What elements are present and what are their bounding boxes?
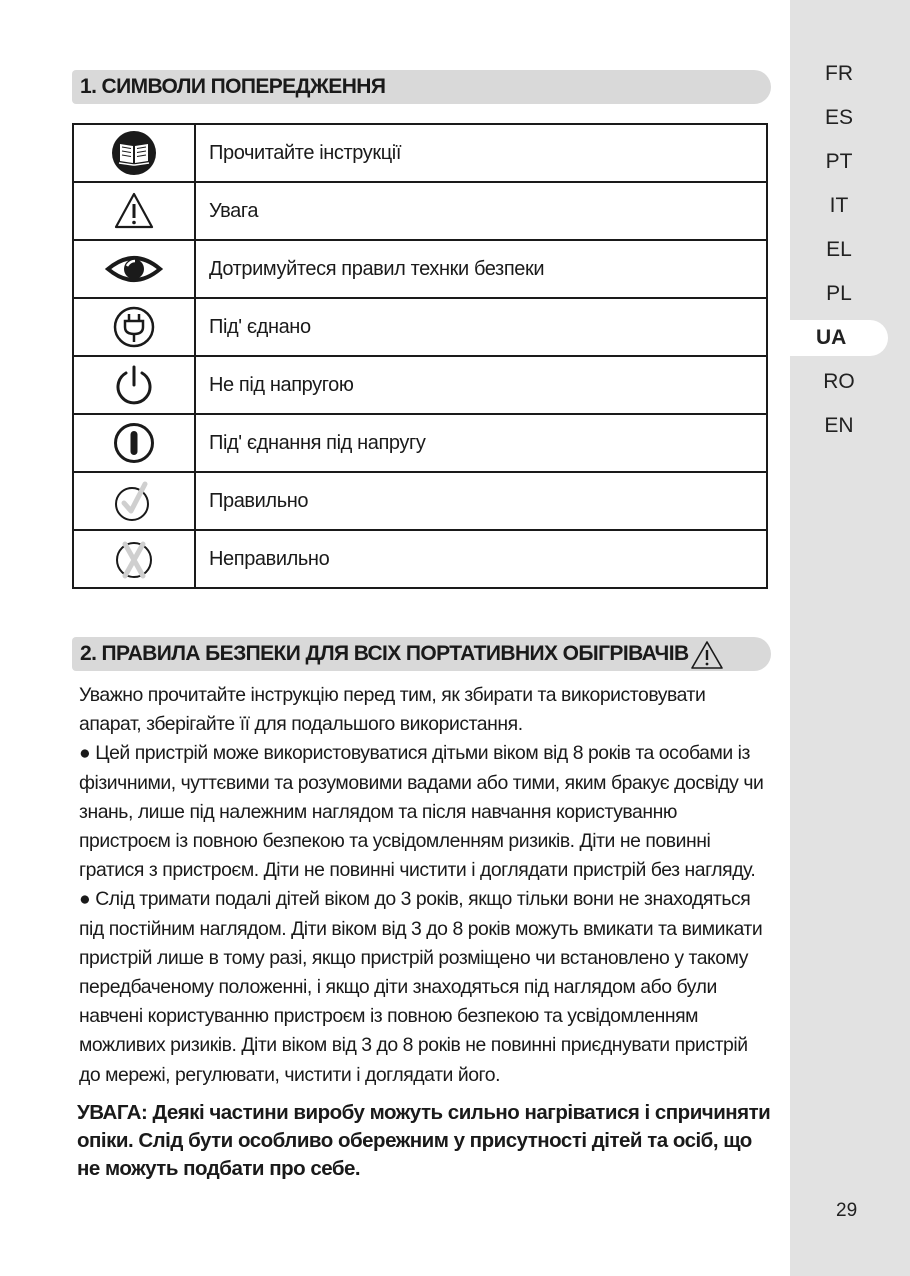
- lang-tab-ua[interactable]: UA: [790, 320, 888, 356]
- section-2-title: 2. ПРАВИЛА БЕЗПЕКИ ДЛЯ ВСІХ ПОРТАТИВНИХ ОБІГРІВАЧІВ: [80, 642, 689, 665]
- table-row: [73, 298, 767, 356]
- table-row: [73, 472, 767, 530]
- symbol-label: Під' єднано: [195, 298, 767, 356]
- lang-tab-en[interactable]: EN: [824, 414, 854, 437]
- table-row: [73, 530, 767, 588]
- symbol-label: Неправильно: [195, 530, 767, 588]
- symbol-label: Дотримуйтеся правил технки безпеки: [195, 240, 767, 298]
- paragraph: ● Слід тримати подалі дітей віком до 3 років, якщо тільки вони не знаходяться під постійним наглядом. Діти віком від 3 до 8 років можуть вмикати та вимикати пристрій лише в тому разі, якщо пристрій розміщено чи встановлено у такому передбаченому положенні, і якщо діти знаходяться під наглядом або були навчені користуванню пристроєм із повною безпекою та усвідомленням можливих ризиків. Діти віком від 3 до 8 років не повинні приєднувати пристрій до мережі, регулювати, чистити і доглядати його.: [79, 888, 763, 1086]
- symbol-label: Під' єднання під напругу: [195, 414, 767, 472]
- book-icon: [111, 130, 157, 176]
- table-row: [73, 356, 767, 414]
- symbol-label: Не під напругою: [195, 356, 767, 414]
- warning-icon: [690, 640, 724, 670]
- page-number: 29: [836, 1200, 858, 1221]
- symbol-label: Увага: [195, 182, 767, 240]
- warning-text: УВАГА: Деякі частини виробу можуть сильно нагріватися і спричиняти опіки. Слід бути особливо обережним у присутності дітей та осіб, що не можуть подбати про себе.: [77, 1101, 771, 1180]
- lang-tab-el[interactable]: EL: [826, 238, 852, 261]
- section-1-title: 1. СИМВОЛИ ПОПЕРЕДЖЕННЯ: [80, 75, 386, 98]
- lang-tab-ro[interactable]: RO: [823, 370, 855, 393]
- language-sidebar: [790, 0, 910, 1276]
- check-icon: [112, 479, 156, 523]
- paragraph: Уважно прочитайте інструкцію перед тим, як збирати та використовувати апарат, зберігайте її для подальшого використання.: [79, 684, 706, 736]
- table-row: [73, 240, 767, 298]
- safety-rules-text: [79, 681, 769, 1090]
- lang-tab-pt[interactable]: PT: [825, 150, 853, 173]
- table-row: [73, 414, 767, 472]
- symbol-label: Правильно: [195, 472, 767, 530]
- power-on-icon: [112, 421, 156, 465]
- section-2-header: [72, 637, 771, 671]
- symbol-label: Прочитайте інструкції: [195, 124, 767, 182]
- paragraph: ● Цей пристрій може використовуватися дітьми віком від 8 років та особами із фізичними, чуттєвими та розумовими вадами або тими, яким бракує досвіду чи знань, лише під належним наглядом та після навчання користуванню пристроєм із повною безпекою та усвідомленням ризиків. Діти не повинні гратися з пристроєм. Діти не повинні чистити і доглядати пристрій без нагляду.: [79, 742, 764, 882]
- plug-icon: [112, 305, 156, 349]
- table-row: [73, 124, 767, 182]
- symbols-table: [72, 123, 768, 589]
- lang-tab-pl[interactable]: PL: [826, 282, 852, 305]
- lang-tab-es[interactable]: ES: [824, 106, 853, 129]
- warning-icon: [114, 192, 154, 230]
- section-1-header: [72, 70, 771, 104]
- table-row: [73, 182, 767, 240]
- lang-tab-fr[interactable]: FR: [825, 62, 853, 85]
- lang-tab-it[interactable]: IT: [829, 194, 849, 217]
- power-off-icon: [113, 363, 155, 407]
- eye-icon: [105, 253, 163, 285]
- cross-icon: [112, 537, 156, 581]
